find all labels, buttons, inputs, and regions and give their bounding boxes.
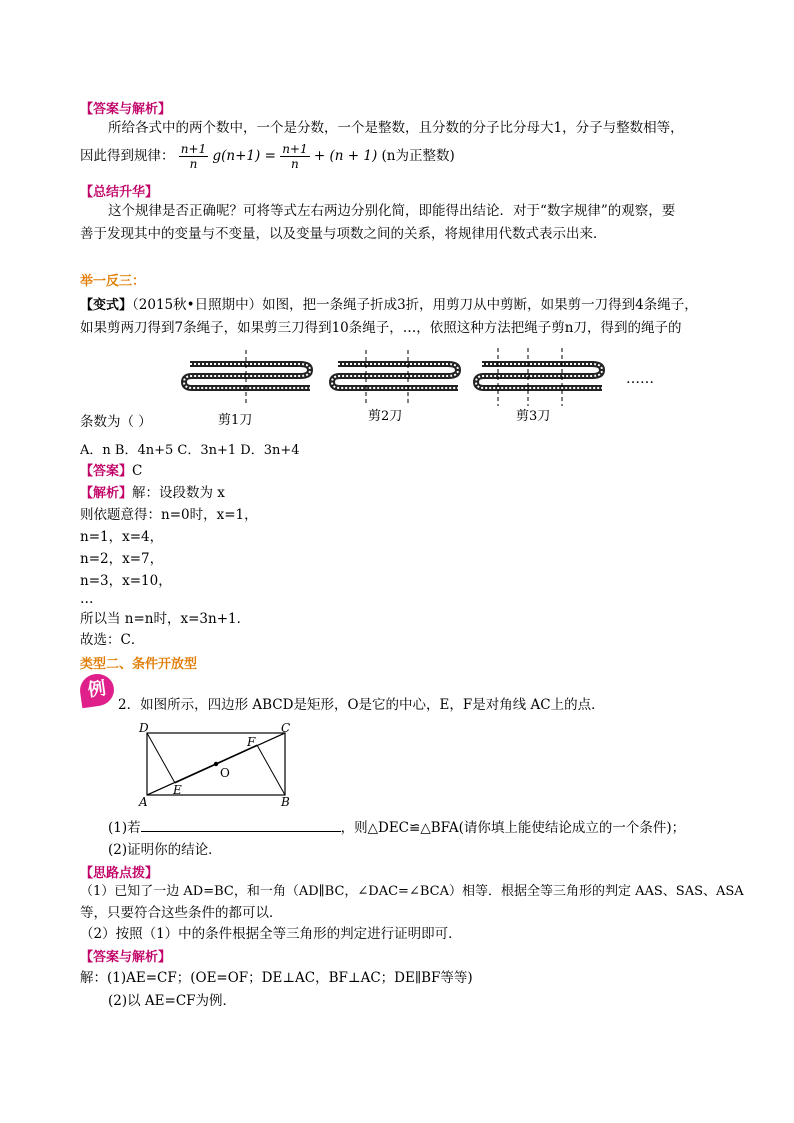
label-b: B	[281, 795, 290, 809]
example-badge: 例	[78, 672, 116, 708]
solution-header: 【答案与解析】	[80, 950, 172, 965]
analysis-line: 则依题意得：n=0时，x=1，	[80, 507, 258, 523]
rope-3	[476, 348, 602, 406]
analysis-line: n=2，x=7，	[80, 551, 164, 567]
hint-header: 【思路点拨】	[80, 866, 159, 881]
variant-line1: 【变式】（2015秋•日照期中）如图，把一条绳子折成3折，用剪刀从中剪断，如果剪一刀得到4条绳子，	[80, 297, 698, 313]
rope-figure	[180, 340, 670, 430]
answer-analysis-line1: 所给各式中的两个数中，一个是分数，一个是整数，且分数的分子比分母大1，分子与整数相等，	[108, 120, 684, 136]
summary-line1: 这个规律是否正确呢？可将等式左右两边分别化简，即能得出结论．对于“数字规律”的观察，要	[108, 203, 676, 219]
rope-label-1: 剪1刀	[218, 413, 253, 428]
type2-title: 类型二、条件开放型	[80, 657, 198, 672]
answer-analysis-header: 【答案与解析】	[80, 102, 172, 117]
label-a: A	[139, 795, 148, 809]
label-e: E	[173, 783, 182, 797]
fraction-left: $\frac{n+1}{n}$	[180, 142, 207, 171]
rope-2	[332, 350, 458, 406]
example-question: 2．如图所示，四边形 ABCD是矩形，O是它的中心，E，F是对角线 AC上的点．	[118, 697, 605, 713]
question-part2: (2)证明你的结论．	[108, 842, 222, 858]
rectangle-figure	[135, 722, 305, 812]
dot-expression: g(n+1) =	[212, 148, 276, 164]
fraction-right: $\frac{n+1}{n}$	[282, 142, 308, 171]
hint-line2: 等，只要符合这些条件的都可以．	[80, 905, 283, 921]
rope-1	[184, 350, 310, 406]
analysis-line: 故选：C．	[80, 632, 145, 648]
segment-de	[147, 733, 175, 783]
hint-line1: （1）已知了一边 AD=BC，和一角（AD∥BC，∠DAC=∠BCA）相等．根据全等三角形的判定 AAS、SAS、ASA	[80, 884, 744, 899]
analysis-line: n=1，x=4，	[80, 529, 164, 545]
rule-note: (n为正整数)	[381, 148, 455, 164]
label-f: F	[247, 735, 256, 749]
analysis-line: …	[80, 591, 94, 607]
analysis-line: n=3，x=10，	[80, 573, 172, 589]
label-c: C	[281, 722, 291, 735]
plus-expression: + (n + 1)	[313, 148, 378, 164]
variant-line2: 如果剪两刀得到7条绳子，如果剪三刀得到10条绳子，…，依照这种方法把绳子剪n刀，得到的绳子的	[80, 320, 682, 336]
center-o	[214, 762, 218, 766]
segment-fb	[257, 745, 285, 795]
question-part1: (1)若 ，则△DEC≌△BFA(请你填上能使结论成立的一个条件)；	[108, 820, 686, 836]
analysis-line: 所以当 n=n时，x=3n+1．	[80, 611, 251, 627]
answer-options: A．n B．4n+5 C．3n+1 D．3n+4	[80, 443, 300, 458]
variant-analysis: 【解析】解：设段数为 x	[80, 485, 225, 501]
rope-label-3: 剪3刀	[516, 409, 551, 424]
segment-ec	[175, 733, 285, 783]
summary-header: 【总结升华】	[80, 185, 159, 200]
rope-label-2: 剪2刀	[368, 409, 403, 424]
rule-prefix: 因此得到规律：	[80, 148, 175, 164]
answer-label: 【答案】	[80, 464, 133, 479]
rope-ellipsis: ……	[626, 371, 654, 387]
solution-line2: (2)以 AE=CF为例．	[108, 993, 237, 1009]
summary-line2: 善于发现其中的变量与不变量，以及变量与项数之间的关系，将规律用代数式表示出来．	[80, 226, 607, 242]
practice-title: 举一反三：	[80, 274, 146, 289]
label-d: D	[139, 722, 149, 735]
solution-line1: 解：(1)AE=CF；(OE=OF；DE⊥AC，BF⊥AC；DE∥BF等等)	[80, 970, 473, 986]
answer-value: C	[132, 463, 143, 479]
hint-line3: （2）按照（1）中的条件根据全等三角形的判定进行证明即可．	[80, 926, 462, 942]
segment-af	[147, 745, 257, 795]
variant-answer	[80, 461, 142, 482]
label-o: O	[220, 766, 230, 780]
variant-label: 【变式】	[80, 298, 133, 313]
variant-line3: 条数为（ ）	[80, 414, 152, 430]
analysis-label: 【解析】	[80, 486, 133, 501]
answer-blank[interactable]	[141, 818, 341, 832]
rule-formula	[80, 142, 455, 171]
